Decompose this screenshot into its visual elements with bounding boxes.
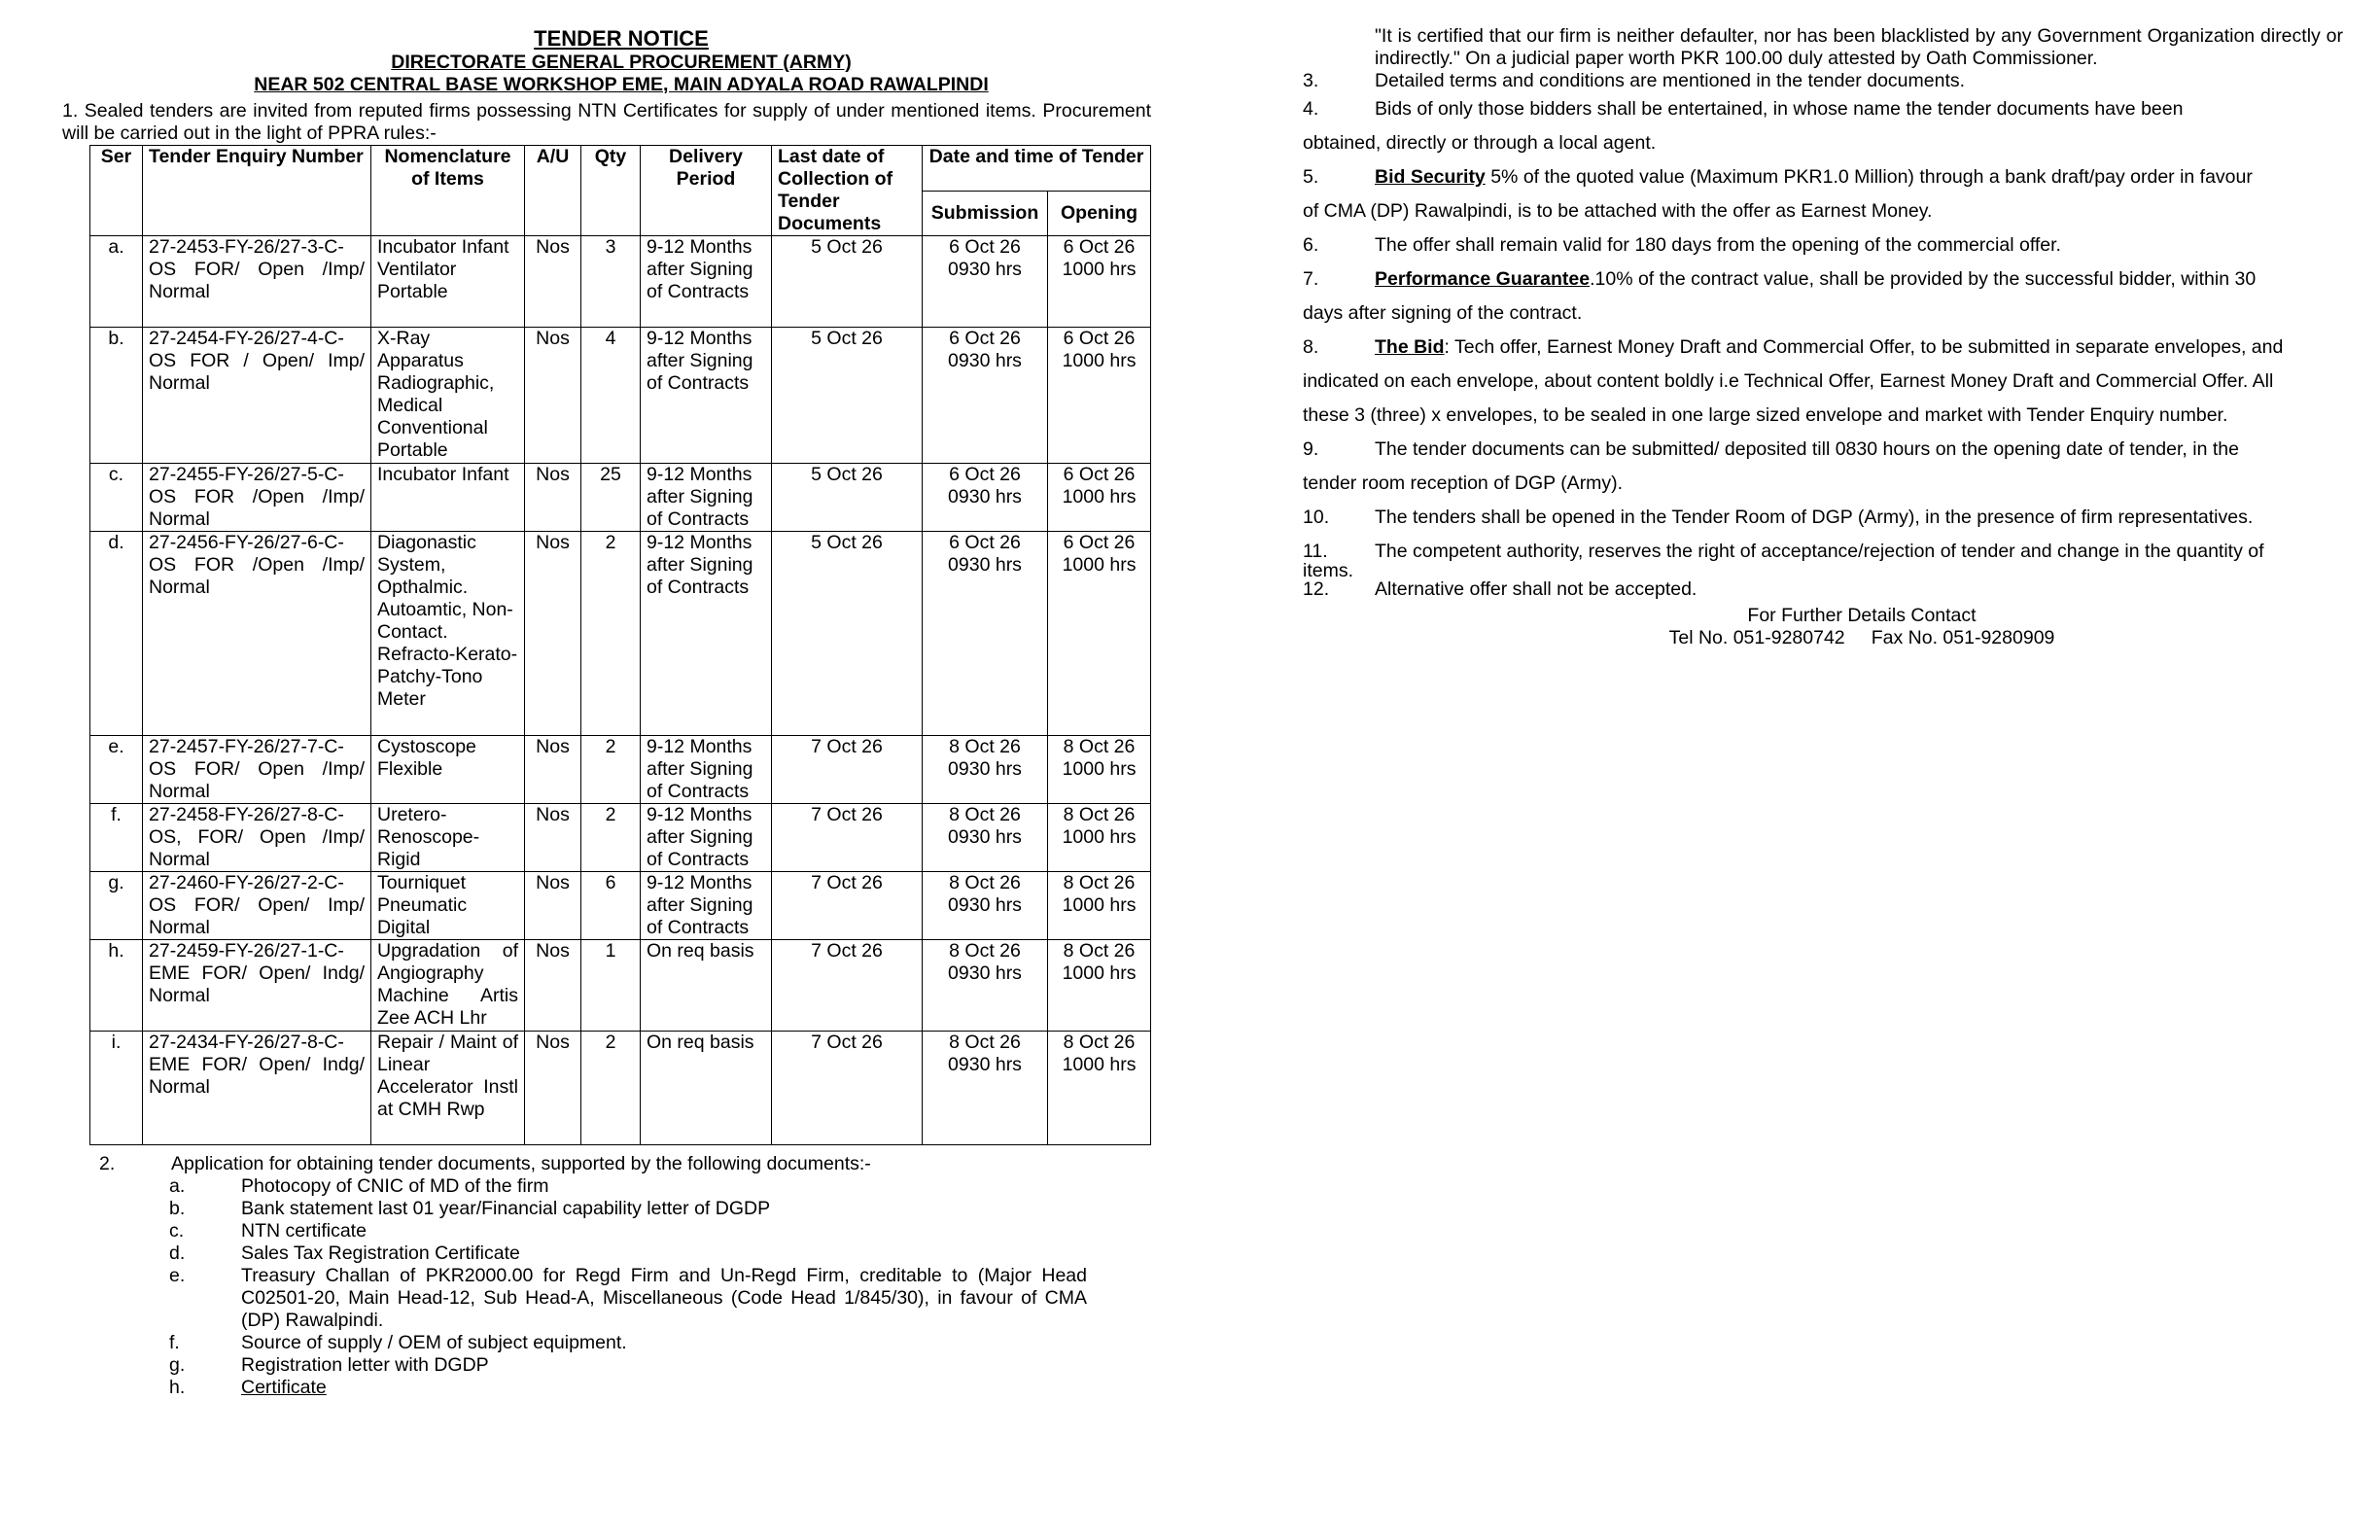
left-column (62, 25, 1151, 1399)
cell-au: Nos (525, 872, 581, 940)
clause-11 (1303, 541, 2343, 581)
tel-number: Tel No. 051-9280742 (1668, 627, 1845, 648)
clause-4 (1303, 92, 2343, 160)
open-time: 1000 hrs (1062, 554, 1137, 576)
contact-title: For Further Details Contact (1747, 605, 1977, 626)
cell-ser: i. (90, 1032, 143, 1145)
cell-submission (923, 1032, 1048, 1145)
clause-text-cont: of CMA (DP) Rawalpindi, is to be attached with the offer as Earnest Money. (1303, 200, 1933, 222)
open-date: 8 Oct 26 (1063, 872, 1136, 893)
list-text: Registration letter with DGDP (241, 1354, 489, 1376)
open-time: 1000 hrs (1062, 962, 1137, 984)
sub-time: 0930 hrs (948, 758, 1022, 780)
cell-delivery: On req basis (641, 1032, 772, 1145)
table-row (90, 940, 1151, 1032)
sub-date: 8 Oct 26 (949, 940, 1021, 962)
cell-au: Nos (525, 804, 581, 872)
cell-last: 5 Oct 26 (772, 464, 923, 532)
cell-opening (1048, 872, 1151, 940)
org-name: DIRECTORATE GENERAL PROCUREMENT (ARMY) (391, 52, 852, 73)
open-time: 1000 hrs (1062, 758, 1137, 780)
cell-delivery: 9-12 Months after Signing of Contracts (641, 328, 772, 464)
tender-table (89, 145, 1151, 1145)
clause-text: The offer shall remain valid for 180 days from the opening of the commercial offer. (1375, 234, 2061, 256)
cell-enquiry: 27-2434-FY-26/27-8-C-EME FOR/ Open/ Indg/ Normal (143, 1032, 371, 1145)
open-time: 1000 hrs (1062, 259, 1137, 280)
list-item (62, 1175, 1151, 1198)
cell-opening (1048, 940, 1151, 1032)
clause-number: 6. (1303, 234, 1319, 256)
table-row (90, 464, 1151, 532)
list-text: Certificate (241, 1377, 327, 1398)
open-date: 8 Oct 26 (1063, 736, 1136, 757)
cell-last: 7 Oct 26 (772, 804, 923, 872)
cell-last: 7 Oct 26 (772, 940, 923, 1032)
cell-ser: d. (90, 532, 143, 736)
list-item (62, 1198, 1151, 1220)
intro-paragraph: 1. Sealed tenders are invited from reputed firms possessing NTN Certificates for supply of under mentioned items. Procurement will be carried out in the light of PPRA rules:- (62, 100, 1151, 144)
cell-ser: a. (90, 236, 143, 328)
cell-last: 5 Oct 26 (772, 236, 923, 328)
right-column (1303, 25, 2343, 649)
org-address: NEAR 502 CENTRAL BASE WORKSHOP EME, MAIN ADYALA ROAD RAWALPINDI (254, 74, 989, 95)
cell-ser: b. (90, 328, 143, 464)
cell-qty: 3 (581, 236, 641, 328)
cell-delivery: 9-12 Months after Signing of Contracts (641, 236, 772, 328)
clause-number: 11. (1303, 541, 1328, 562)
table-row (90, 736, 1151, 804)
cell-qty: 1 (581, 940, 641, 1032)
clause-number: 7. (1303, 268, 1319, 290)
sub-date: 6 Oct 26 (949, 532, 1021, 553)
open-time: 1000 hrs (1062, 894, 1137, 916)
table-row (90, 872, 1151, 940)
clause-text: The tenders shall be opened in the Tender Room of DGP (Army), in the presence of firm representatives. (1375, 507, 2254, 528)
clause-text-cont: these 3 (three) x envelopes, to be sealed in one large sized envelope and market with Tender Enquiry number. (1303, 404, 2228, 426)
cell-au: Nos (525, 328, 581, 464)
list-text: NTN certificate (241, 1220, 367, 1242)
col-delivery: Delivery Period (641, 146, 772, 236)
cell-enquiry: 27-2454-FY-26/27-4-C-OS FOR / Open/ Imp/ Normal (143, 328, 371, 464)
cell-delivery: On req basis (641, 940, 772, 1032)
clause-number: 3. (1303, 70, 1319, 91)
clause-label: The Bid (1375, 336, 1445, 358)
clause-text: Bids of only those bidders shall be entertained, in whose name the tender documents have been (1375, 98, 2184, 120)
cell-au: Nos (525, 1032, 581, 1145)
cell-au: Nos (525, 532, 581, 736)
section-2-text: Application for obtaining tender documents, supported by the following documents:- (171, 1153, 871, 1174)
section-2-number: 2. (99, 1153, 116, 1174)
cell-last: 5 Oct 26 (772, 532, 923, 736)
certification-quote: "It is certified that our firm is neither defaulter, nor has been blacklisted by any Government Organization directly or indirectly." On a judicial paper worth PKR 100.00 duly attested by Oath Commissioner. (1375, 25, 2343, 69)
cell-delivery: 9-12 Months after Signing of Contracts (641, 872, 772, 940)
open-date: 6 Oct 26 (1063, 236, 1136, 258)
open-date: 6 Oct 26 (1063, 328, 1136, 349)
clause-10 (1303, 501, 2343, 535)
sub-date: 8 Oct 26 (949, 872, 1021, 893)
clause-text-cont: days after signing of the contract. (1303, 302, 1583, 324)
open-time: 1000 hrs (1062, 826, 1137, 848)
cell-submission (923, 236, 1048, 328)
clause-number: 9. (1303, 438, 1319, 460)
sub-date: 8 Oct 26 (949, 804, 1021, 825)
cell-last: 5 Oct 26 (772, 328, 923, 464)
list-text: Photocopy of CNIC of MD of the firm (241, 1175, 549, 1197)
clause-text-cont: indicated on each envelope, about content boldly i.e Technical Offer, Earnest Money Draft and Commercial Offer. All (1303, 370, 2274, 392)
clause-text-cont: tender room reception of DGP (Army). (1303, 472, 1624, 494)
cell-opening (1048, 236, 1151, 328)
cell-ser: e. (90, 736, 143, 804)
section-2 (62, 1153, 1151, 1399)
sub-time: 0930 hrs (948, 1054, 1022, 1075)
cell-item: X-Ray Apparatus Radiographic, Medical Conventional Portable (371, 328, 525, 464)
open-time: 1000 hrs (1062, 350, 1137, 371)
cell-au: Nos (525, 236, 581, 328)
clause-number: 12. (1303, 578, 1330, 600)
cell-submission (923, 804, 1048, 872)
sub-time: 0930 hrs (948, 486, 1022, 508)
col-au: A/U (525, 146, 581, 236)
list-item (62, 1242, 1151, 1265)
clause-5 (1303, 160, 2343, 228)
cell-item: Repair / Maint of Linear Accelerator Instl at CMH Rwp (371, 1032, 525, 1145)
list-item (62, 1265, 1151, 1332)
cell-submission (923, 464, 1048, 532)
cell-item: Cystoscope Flexible (371, 736, 525, 804)
cell-ser: h. (90, 940, 143, 1032)
cell-qty: 2 (581, 1032, 641, 1145)
clause-text: Alternative offer shall not be accepted. (1375, 578, 1698, 600)
cell-submission (923, 736, 1048, 804)
clause-text: .10% of the contract value, shall be provided by the successful bidder, within 30 (1590, 268, 2257, 290)
cell-enquiry: 27-2457-FY-26/27-7-C-OS FOR/ Open /Imp/ Normal (143, 736, 371, 804)
table-row (90, 532, 1151, 736)
cell-qty: 4 (581, 328, 641, 464)
clause-number: 5. (1303, 166, 1319, 188)
clause-text: The competent authority, reserves the right of acceptance/rejection of tender and change in the quantity of (1375, 541, 2264, 562)
open-date: 6 Oct 26 (1063, 532, 1136, 553)
cell-submission (923, 872, 1048, 940)
cell-last: 7 Oct 26 (772, 872, 923, 940)
sub-time: 0930 hrs (948, 962, 1022, 984)
col-qty: Qty (581, 146, 641, 236)
col-ser: Ser (90, 146, 143, 236)
col-enquiry: Tender Enquiry Number (143, 146, 371, 236)
cell-item: Incubator Infant (371, 464, 525, 532)
sub-time: 0930 hrs (948, 350, 1022, 371)
col-submission: Submission (923, 191, 1048, 236)
sub-time: 0930 hrs (948, 259, 1022, 280)
cell-last: 7 Oct 26 (772, 1032, 923, 1145)
list-letter: e. (169, 1265, 186, 1286)
cell-opening (1048, 736, 1151, 804)
list-letter: g. (169, 1354, 186, 1376)
open-date: 8 Oct 26 (1063, 1032, 1136, 1053)
col-opening: Opening (1048, 191, 1151, 236)
open-date: 6 Oct 26 (1063, 464, 1136, 485)
fax-number: Fax No. 051-9280909 (1871, 627, 2055, 648)
table-row (90, 804, 1151, 872)
cell-last: 7 Oct 26 (772, 736, 923, 804)
list-item (62, 1354, 1151, 1377)
clause-text: 5% of the quoted value (Maximum PKR1.0 Million) through a bank draft/pay order in favour (1485, 166, 2253, 188)
table-row (90, 328, 1151, 464)
open-time: 1000 hrs (1062, 486, 1137, 508)
cell-item: Incubator Infant Ventilator Portable (371, 236, 525, 328)
cell-item: Upgradation of Angiography Machine Artis Zee ACH Lhr (371, 940, 525, 1032)
cell-qty: 2 (581, 532, 641, 736)
cell-item: Tourniquet Pneumatic Digital (371, 872, 525, 940)
cell-submission (923, 328, 1048, 464)
clause-3 (1303, 70, 2343, 92)
cell-au: Nos (525, 464, 581, 532)
clause-8 (1303, 331, 2343, 433)
cell-opening (1048, 1032, 1151, 1145)
list-letter: b. (169, 1198, 186, 1219)
clause-number: 8. (1303, 336, 1319, 358)
list-letter: d. (169, 1242, 186, 1264)
cell-qty: 25 (581, 464, 641, 532)
clause-text-cont: items. (1303, 560, 1354, 581)
list-item (62, 1220, 1151, 1242)
list-letter: f. (169, 1332, 180, 1353)
table-row (90, 1032, 1151, 1145)
clause-text: : Tech offer, Earnest Money Draft and Commercial Offer, to be submitted in separate envelopes, and (1444, 336, 2284, 358)
cell-enquiry: 27-2456-FY-26/27-6-C-OS FOR /Open /Imp/ Normal (143, 532, 371, 736)
cell-au: Nos (525, 736, 581, 804)
clause-label: Bid Security (1375, 166, 1486, 188)
clause-number: 10. (1303, 507, 1330, 528)
cell-qty: 2 (581, 804, 641, 872)
table-row (90, 236, 1151, 328)
list-letter: h. (169, 1377, 186, 1398)
cell-delivery: 9-12 Months after Signing of Contracts (641, 464, 772, 532)
contact-block (1303, 605, 2343, 649)
cell-item: Uretero-Renoscope-Rigid (371, 804, 525, 872)
sub-time: 0930 hrs (948, 554, 1022, 576)
clause-12 (1303, 578, 2343, 601)
col-nomenclature: Nomenclature of Items (371, 146, 525, 236)
cell-delivery: 9-12 Months after Signing of Contracts (641, 532, 772, 736)
cell-au: Nos (525, 940, 581, 1032)
clause-text: Detailed terms and conditions are mentioned in the tender documents. (1375, 70, 1966, 91)
col-last-date: Last date of Collection of Tender Documents (772, 146, 923, 236)
clause-6 (1303, 228, 2343, 262)
cell-submission (923, 532, 1048, 736)
list-letter: a. (169, 1175, 186, 1197)
sub-date: 6 Oct 26 (949, 464, 1021, 485)
cell-opening (1048, 532, 1151, 736)
list-text: Treasury Challan of PKR2000.00 for Regd Firm and Un-Regd Firm, creditable to (Major Head C02501-20, Main Head-12, Sub Head-A, Miscellaneous (Code Head 1/845/30), in favour of CMA (DP) Rawalpindi. (241, 1265, 1087, 1331)
list-text: Sales Tax Registration Certificate (241, 1242, 520, 1264)
cell-enquiry: 27-2460-FY-26/27-2-C-OS FOR/ Open/ Imp/ Normal (143, 872, 371, 940)
cell-delivery: 9-12 Months after Signing of Contracts (641, 736, 772, 804)
list-text: Bank statement last 01 year/Financial capability letter of DGDP (241, 1198, 771, 1219)
cell-enquiry: 27-2459-FY-26/27-1-C-EME FOR/ Open/ Indg/ Normal (143, 940, 371, 1032)
col-datetime: Date and time of Tender (923, 146, 1151, 192)
sub-date: 8 Oct 26 (949, 736, 1021, 757)
cell-ser: f. (90, 804, 143, 872)
cell-submission (923, 940, 1048, 1032)
clause-7 (1303, 262, 2343, 331)
cell-opening (1048, 464, 1151, 532)
cell-ser: g. (90, 872, 143, 940)
sub-time: 0930 hrs (948, 826, 1022, 848)
clause-9 (1303, 433, 2343, 501)
cell-delivery: 9-12 Months after Signing of Contracts (641, 804, 772, 872)
cell-ser: c. (90, 464, 143, 532)
sub-date: 6 Oct 26 (949, 236, 1021, 258)
open-date: 8 Oct 26 (1063, 940, 1136, 962)
sub-date: 8 Oct 26 (949, 1032, 1021, 1053)
open-time: 1000 hrs (1062, 1054, 1137, 1075)
clause-number: 4. (1303, 98, 1319, 120)
cell-opening (1048, 804, 1151, 872)
cell-enquiry: 27-2455-FY-26/27-5-C-OS FOR /Open /Imp/ Normal (143, 464, 371, 532)
cell-enquiry: 27-2453-FY-26/27-3-C-OS FOR/ Open /Imp/ Normal (143, 236, 371, 328)
cell-opening (1048, 328, 1151, 464)
list-letter: c. (169, 1220, 185, 1242)
sub-time: 0930 hrs (948, 894, 1022, 916)
list-text: Source of supply / OEM of subject equipment. (241, 1332, 627, 1353)
notice-title: TENDER NOTICE (534, 26, 709, 51)
clause-text: The tender documents can be submitted/ deposited till 0830 hours on the opening date of tender, in the (1375, 438, 2239, 460)
cell-qty: 2 (581, 736, 641, 804)
contact-phones (1381, 627, 2343, 649)
open-date: 8 Oct 26 (1063, 804, 1136, 825)
cell-enquiry: 27-2458-FY-26/27-8-C-OS, FOR/ Open /Imp/ Normal (143, 804, 371, 872)
clause-text-cont: obtained, directly or through a local agent. (1303, 132, 1657, 154)
list-item (62, 1332, 1151, 1354)
cell-item: Diagonastic System, Opthalmic. Autoamtic, Non-Contact. Refracto-Kerato-Patchy-Tono Meter (371, 532, 525, 736)
sub-date: 6 Oct 26 (949, 328, 1021, 349)
cell-qty: 6 (581, 872, 641, 940)
clause-label: Performance Guarantee (1375, 268, 1591, 290)
list-item (62, 1377, 1151, 1399)
